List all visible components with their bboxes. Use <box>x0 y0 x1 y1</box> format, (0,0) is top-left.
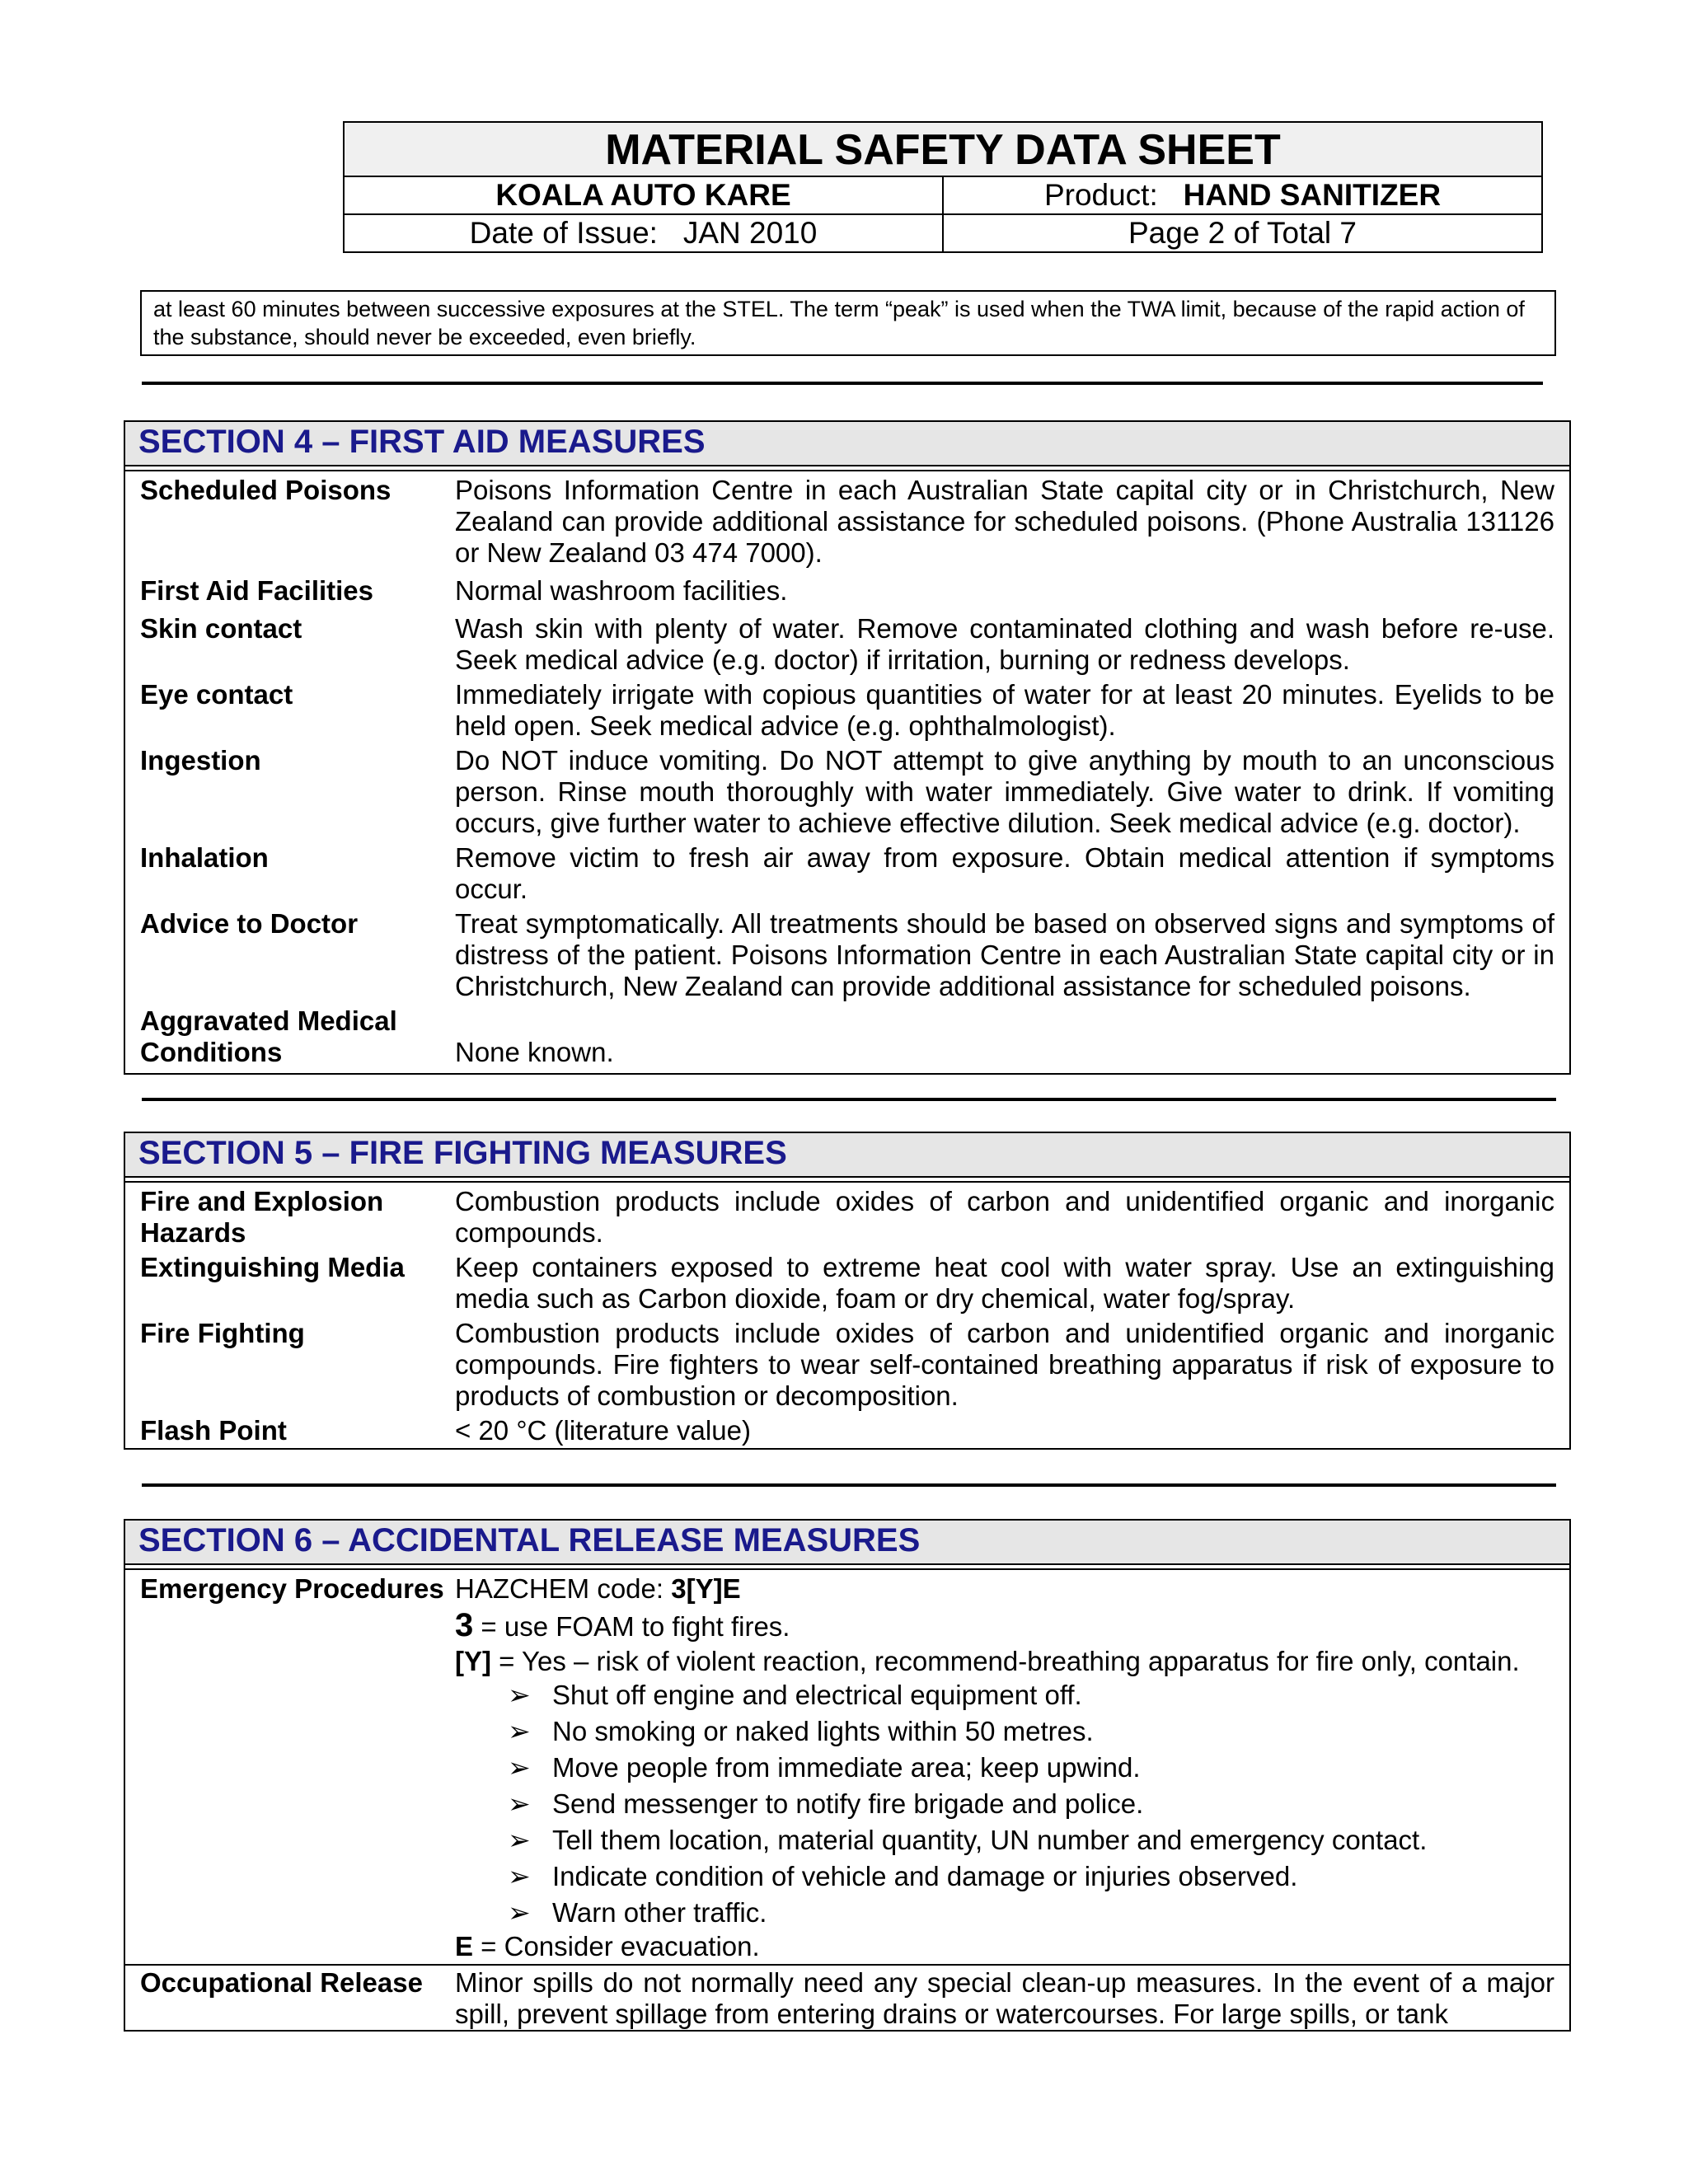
list-item <box>508 1750 1554 1786</box>
row-label: Aggravated Medical Conditions <box>140 1005 397 1067</box>
row-flash-point <box>125 1415 1569 1446</box>
row-eye-contact <box>125 679 1569 742</box>
row-value: Normal washroom facilities. <box>455 575 788 606</box>
section-5-table <box>124 1181 1571 1450</box>
product-value: HAND SANITIZER <box>1183 178 1442 212</box>
product-label: Product: <box>1043 178 1158 212</box>
row-fire-fighting <box>125 1318 1569 1412</box>
row-value: Poisons Information Centre in each Australian State capital city or in Christchurch, New Zealand can provide additional assistance for scheduled poisons. (Phone Australia 131126 or New Zealand 03 474 7000). <box>455 475 1554 568</box>
code-y: [Y] <box>455 1646 491 1676</box>
divider-rule <box>142 382 1543 385</box>
row-label: Skin contact <box>140 613 302 644</box>
list-item-text: Send messenger to notify fire brigade and police. <box>552 1788 1144 1819</box>
list-item <box>508 1822 1554 1858</box>
list-item <box>508 1786 1554 1822</box>
row-skin-contact <box>125 613 1569 676</box>
emergency-procedures-content <box>455 1573 1569 1962</box>
row-extinguishing-media <box>125 1252 1569 1315</box>
arrow-bullet-icon: ➢ <box>508 1752 531 1783</box>
row-value: Do NOT induce vomiting. Do NOT attempt to give anything by mouth to an unconscious person. Rinse mouth thoroughly with water immediately. Give water to drink. If vomiting occurs, give further water to achieve effective dilution. Seek medical advice (e.g. doctor). <box>455 745 1554 838</box>
row-scheduled-poisons <box>125 475 1569 569</box>
header-row-date <box>345 213 1541 251</box>
document-title: MATERIAL SAFETY DATA SHEET <box>345 123 1541 177</box>
row-aggravated-medical-conditions <box>125 1005 1569 1068</box>
code-y-line <box>455 1646 1554 1677</box>
list-item <box>508 1858 1554 1895</box>
row-value: Remove victim to fresh air away from exposure. Obtain medical attention if symptoms occur. <box>455 842 1554 904</box>
arrow-bullet-icon: ➢ <box>508 1897 531 1928</box>
section-6 <box>124 1519 1571 2032</box>
row-label: Emergency Procedures <box>140 1573 444 1604</box>
list-item-text: Warn other traffic. <box>552 1897 767 1928</box>
row-value: Minor spills do not normally need any special clean-up measures. In the event of a major spill, prevent spillage from entering drains or watercourses. For large spills, or tank <box>455 1967 1554 2029</box>
row-label: Fire and Explosion Hazards <box>140 1186 384 1248</box>
date-cell <box>345 215 942 251</box>
row-occupational-release <box>125 1966 1569 2030</box>
code-y-text: = Yes – risk of violent reaction, recommend-breathing apparatus for fire only, contain. <box>499 1646 1520 1676</box>
row-value: None known. <box>455 1037 614 1067</box>
row-inhalation <box>125 842 1569 905</box>
code-e: E <box>455 1931 474 1961</box>
row-value: Keep containers exposed to extreme heat cool with water spray. Use an extinguishing media such as Carbon dioxide, foam or dry chemical, water fog/spray. <box>455 1252 1554 1314</box>
row-emergency-procedures <box>125 1570 1569 1966</box>
section-4-table <box>124 470 1571 1075</box>
date-value: JAN 2010 <box>682 216 818 250</box>
list-item-text: Shut off engine and electrical equipment off. <box>552 1680 1082 1710</box>
hazchem-label: HAZCHEM code: <box>455 1573 664 1604</box>
product-cell <box>942 177 1541 213</box>
row-ingestion <box>125 745 1569 839</box>
arrow-bullet-icon: ➢ <box>508 1680 531 1710</box>
row-label: Extinguishing Media <box>140 1252 405 1282</box>
row-label: Eye contact <box>140 679 293 710</box>
section-5 <box>124 1132 1571 1450</box>
arrow-bullet-icon: ➢ <box>508 1861 531 1891</box>
row-value: Wash skin with plenty of water. Remove contaminated clothing and wash before re-use. Seek medical advice (e.g. doctor) if irritation, burning or redness develops. <box>455 613 1554 675</box>
document-header <box>343 121 1543 253</box>
arrow-bullet-icon: ➢ <box>508 1788 531 1819</box>
row-value: Combustion products include oxides of carbon and unidentified organic and inorganic compounds. <box>455 1186 1554 1248</box>
row-label: Scheduled Poisons <box>140 475 392 505</box>
section-5-title: SECTION 5 – FIRE FIGHTING MEASURES <box>124 1132 1571 1178</box>
code-3-text: = use FOAM to fight fires. <box>481 1611 790 1642</box>
code-e-text: = Consider evacuation. <box>473 1931 760 1961</box>
list-item-text: Tell them location, material quantity, UN number and emergency contact. <box>552 1825 1428 1855</box>
row-value: Treat symptomatically. All treatments should be based on observed signs and symptoms of distress of the patient. Poisons Information Centre in each Australian State capital city or in Christchurch, New Zealand can provide additional assistance for scheduled poisons. <box>455 908 1554 1001</box>
hazchem-line <box>455 1573 1554 1605</box>
arrow-bullet-icon: ➢ <box>508 1716 531 1746</box>
emergency-steps-list <box>455 1677 1554 1931</box>
list-item-text: Move people from immediate area; keep upwind. <box>552 1752 1141 1783</box>
row-label: Inhalation <box>140 842 269 873</box>
row-label: Advice to Doctor <box>140 908 359 939</box>
section-4-title: SECTION 4 – FIRST AID MEASURES <box>124 420 1571 466</box>
row-advice-to-doctor <box>125 908 1569 1002</box>
row-label: Flash Point <box>140 1415 287 1446</box>
row-label: Occupational Release <box>140 1967 423 1998</box>
section-6-table <box>124 1568 1571 2032</box>
row-label: Fire Fighting <box>140 1318 305 1348</box>
row-label: First Aid Facilities <box>140 575 374 606</box>
code-e-line <box>455 1931 1554 1962</box>
row-fire-explosion-hazards <box>125 1186 1569 1249</box>
code-3-line <box>455 1607 1554 1643</box>
row-first-aid-facilities <box>125 575 1569 607</box>
section-6-title: SECTION 6 – ACCIDENTAL RELEASE MEASURES <box>124 1519 1571 1565</box>
list-item-text: Indicate condition of vehicle and damage or injuries observed. <box>552 1861 1298 1891</box>
continuation-note: at least 60 minutes between successive exposures at the STEL. The term “peak” is used when the TWA limit, because of the rapid action of the substance, should never be exceeded, even briefly. <box>140 290 1556 356</box>
row-label: Ingestion <box>140 745 261 776</box>
divider-rule <box>142 1483 1556 1487</box>
page-indicator: Page 2 of Total 7 <box>942 215 1541 251</box>
list-item-text: No smoking or naked lights within 50 metres. <box>552 1716 1094 1746</box>
divider-rule <box>142 1098 1556 1101</box>
date-label: Date of Issue: <box>469 216 658 250</box>
list-item <box>508 1895 1554 1931</box>
header-row-company <box>345 177 1541 213</box>
code-3: 3 <box>455 1607 474 1643</box>
row-value: Immediately irrigate with copious quantities of water for at least 20 minutes. Eyelids to be held open. Seek medical advice (e.g. ophthalmologist). <box>455 679 1554 741</box>
list-item <box>508 1713 1554 1750</box>
section-4 <box>124 420 1571 1075</box>
row-value: < 20 °C (literature value) <box>455 1415 751 1446</box>
row-value: Combustion products include oxides of carbon and unidentified organic and inorganic compounds. Fire fighters to wear self-contained breathing apparatus if risk of exposure to products of combustion or decomposition. <box>455 1318 1554 1411</box>
hazchem-code: 3[Y]E <box>671 1573 741 1604</box>
arrow-bullet-icon: ➢ <box>508 1825 531 1855</box>
company-name: KOALA AUTO KARE <box>495 178 791 212</box>
list-item <box>508 1677 1554 1713</box>
